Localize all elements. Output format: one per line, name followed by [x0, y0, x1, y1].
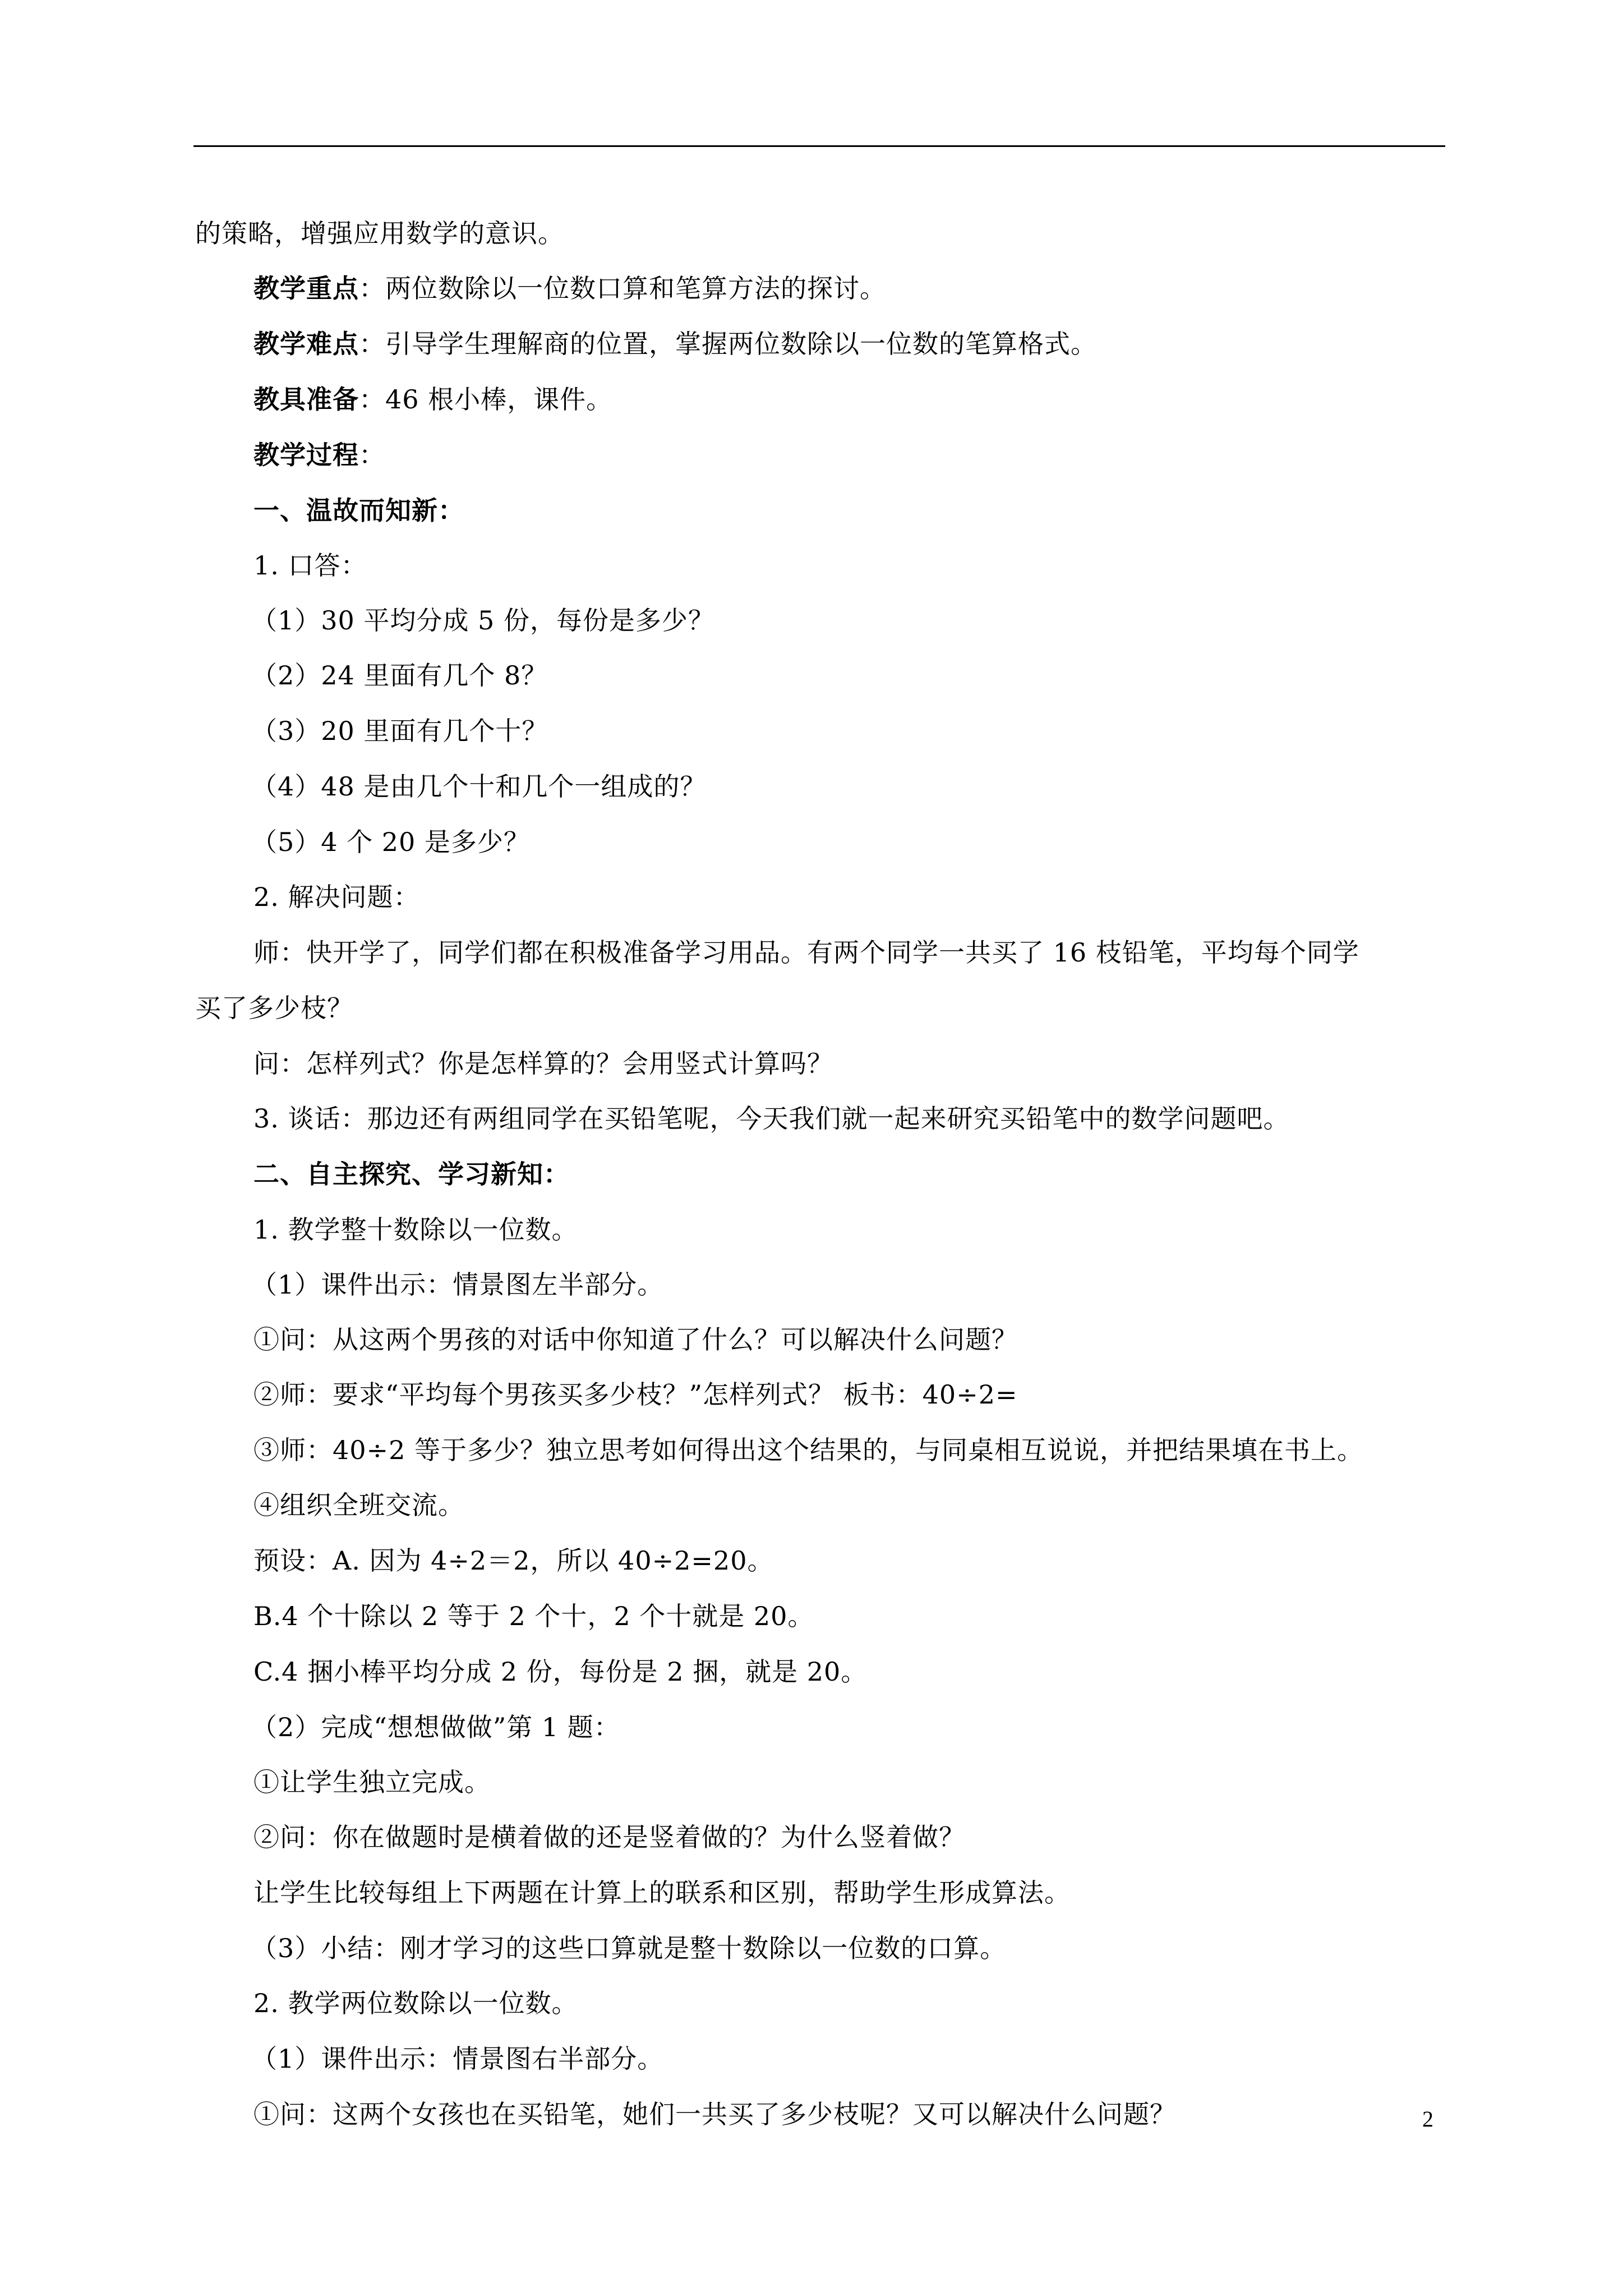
text-line: （1）课件出示：情景图右半部分。: [251, 2044, 664, 2074]
text-line: （5）4 个 20 是多少？: [251, 827, 530, 857]
text-line: （1）课件出示：情景图左半部分。: [251, 1269, 664, 1300]
section-heading: 二、自主探究、学习新知：: [253, 1159, 570, 1189]
text-line: 3. 谈话：那边还有两组同学在买铅笔呢，今天我们就一起来研究买铅笔中的数学问题吧。: [253, 1103, 1290, 1134]
text-line: 教具准备：46 根小棒，课件。: [253, 384, 613, 415]
text-line: 1. 口答：: [253, 550, 367, 581]
text-line: 2. 教学两位数除以一位数。: [253, 1988, 578, 2018]
section-heading: 一、温故而知新：: [253, 495, 464, 526]
text-line: 预设：A. 因为 4÷2＝2，所以 40÷2=20。: [253, 1545, 774, 1576]
text-line: 让学生比较每组上下两题在计算上的联系和区别，帮助学生形成算法。: [253, 1878, 1071, 1908]
text-line: （1）30 平均分成 5 份，每份是多少？: [251, 605, 714, 636]
text-line: ②问：你在做题时是横着做的还是竖着做的？为什么竖着做？: [253, 1822, 965, 1852]
text-line: 问：怎样列式？你是怎样算的？会用竖式计算吗？: [253, 1048, 833, 1079]
text-line: 教学难点：引导学生理解商的位置，掌握两位数除以一位数的笔算格式。: [253, 329, 1097, 359]
text-line: ①让学生独立完成。: [253, 1767, 491, 1797]
text-line: C.4 捆小棒平均分成 2 份，每份是 2 捆，就是 20。: [253, 1657, 868, 1687]
text-line: （4）48 是由几个十和几个一组成的？: [251, 771, 707, 802]
header-rule: [193, 145, 1445, 147]
text-line: ①问：从这两个男孩的对话中你知道了什么？可以解决什么问题？: [253, 1324, 1018, 1355]
text-line: ②师：要求“平均每个男孩买多少枝？”怎样列式？ 板书：40÷2=: [253, 1379, 1018, 1410]
text-line: （2）24 里面有几个 8？: [251, 660, 548, 691]
text-line: （3）小结：刚才学习的这些口算就是整十数除以一位数的口算。: [251, 1933, 1007, 1963]
text-line: ③师：40÷2 等于多少？独立思考如何得出这个结果的，与同桌相互说说，并把结果填在书上。: [253, 1435, 1363, 1465]
text-line: （3）20 里面有几个十？: [251, 716, 548, 746]
text-line: ①问：这两个女孩也在买铅笔，她们一共买了多少枝呢？又可以解决什么问题？: [253, 2099, 1176, 2129]
text-line: 1. 教学整十数除以一位数。: [253, 1214, 578, 1245]
text-line: 教学重点：两位数除以一位数口算和笔算方法的探讨。: [253, 273, 886, 303]
text-line: 师：快开学了，同学们都在积极准备学习用品。有两个同学一共买了 16 枝铅笔，平均每个同学: [253, 937, 1359, 968]
text-line: 2. 解决问题：: [253, 882, 420, 912]
page-number: 2: [1422, 2106, 1433, 2132]
text-line: 的策略，增强应用数学的意识。: [195, 218, 564, 249]
text-line: ④组织全班交流。: [253, 1490, 464, 1520]
text-line: （2）完成“想想做做”第 1 题：: [251, 1712, 620, 1742]
text-line: 教学过程：: [253, 440, 385, 470]
text-line: 买了多少枝？: [195, 993, 353, 1023]
text-line: B.4 个十除以 2 等于 2 个十，2 个十就是 20。: [253, 1601, 814, 1631]
